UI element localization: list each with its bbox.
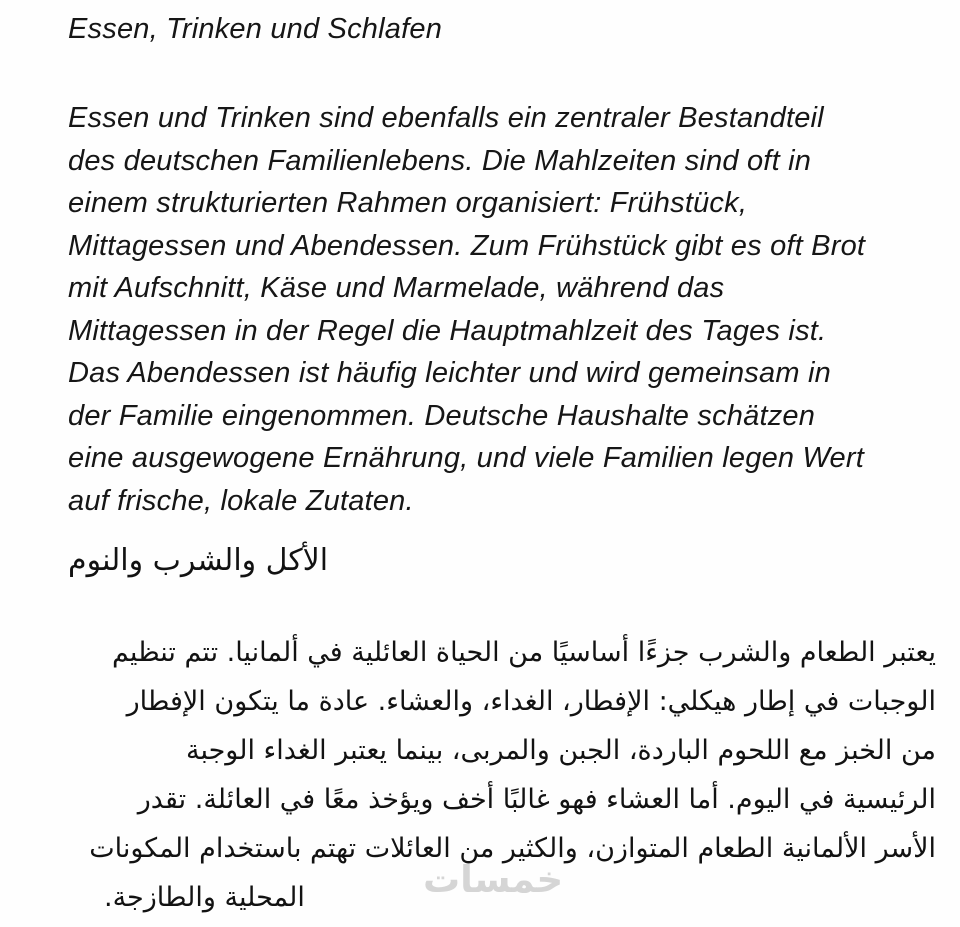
german-paragraph	[68, 97, 936, 522]
german-paragraph-line: Mittagessen in der Regel die Hauptmahlzeit des Tages ist.	[68, 314, 827, 347]
german-paragraph-line: einem strukturierten Rahmen organisiert: Frühstück,	[68, 187, 748, 219]
german-title: Essen, Trinken und Schlafen	[68, 13, 443, 45]
german-paragraph-line: mit Aufschnitt, Käse und Marmelade, während das	[68, 272, 725, 304]
arabic-paragraph-line: يعتبر الطعام والشرب جزءًا أساسيًا من الحياة العائلية في ألمانيا. تتم تنظيم	[111, 637, 936, 668]
german-paragraph-line: Mittagessen und Abendessen. Zum Frühstück gibt es oft Brot	[68, 229, 866, 262]
german-paragraph-line: auf frische, lokale Zutaten.	[68, 484, 414, 517]
arabic-paragraph-line: الوجبات في إطار هيكلي: الإفطار، الغداء، والعشاء. عادة ما يتكون الإفطار	[126, 686, 936, 717]
german-paragraph-line: Essen und Trinken sind ebenfalls ein zentraler Bestandteil	[68, 102, 824, 134]
document-content	[68, 8, 936, 922]
german-paragraph-line: Das Abendessen ist häufig leichter und wird gemeinsam in	[68, 357, 831, 389]
arabic-paragraph-line: من الخبز مع اللحوم الباردة، الجبن والمربى، بينما يعتبر الغداء الوجبة	[185, 735, 936, 766]
khamsat-watermark: خمسات	[423, 858, 564, 901]
arabic-paragraph-line: المحلية والطازجة.	[104, 882, 305, 913]
arabic-paragraph-line: الأسر الألمانية الطعام المتوازن، والكثير من العائلات تهتم باستخدام المكونات	[89, 833, 936, 864]
arabic-paragraph-line: الرئيسية في اليوم. أما العشاء فهو غالبًا أخف ويؤخذ معًا في العائلة. تقدر	[137, 784, 936, 815]
german-paragraph-line: der Familie eingenommen. Deutsche Haushalte schätzen	[68, 399, 816, 432]
german-paragraph-line: des deutschen Familienlebens. Die Mahlzeiten sind oft in	[68, 144, 812, 177]
german-paragraph-line: eine ausgewogene Ernährung, und viele Familien legen Wert	[68, 442, 864, 474]
arabic-title: الأكل والشرب والنوم	[68, 543, 329, 578]
